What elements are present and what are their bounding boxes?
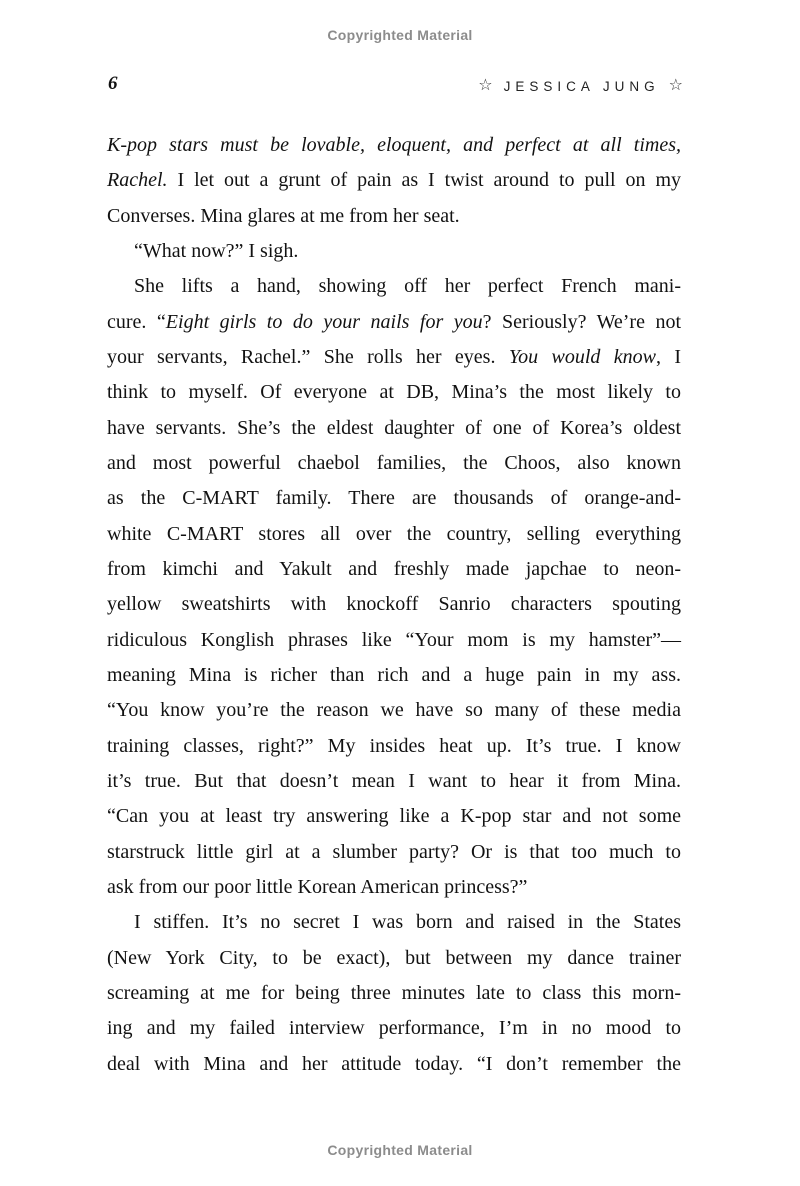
copyright-notice-bottom: Copyrighted Material bbox=[327, 1142, 473, 1158]
text-segment: “What now?” I sigh. bbox=[134, 239, 299, 262]
text-segment: think to myself. Of everyone at DB, Mina’s the most likely to bbox=[107, 381, 681, 404]
text-line bbox=[107, 517, 681, 552]
text-line bbox=[107, 587, 681, 622]
text-segment: deal with Mina and her attitude today. “I don’t remember the bbox=[107, 1052, 681, 1075]
text-segment: I let out a grunt of pain as I twist around to pull on my bbox=[167, 169, 681, 192]
text-line bbox=[107, 729, 681, 764]
italic-text-segment: You would know bbox=[508, 345, 656, 368]
text-segment: training classes, right?” My insides heat up. It’s true. I know bbox=[107, 734, 681, 757]
text-line bbox=[107, 905, 681, 940]
page-number: 6 bbox=[108, 73, 118, 94]
text-line bbox=[107, 623, 681, 658]
text-block bbox=[107, 128, 681, 1082]
text-line bbox=[107, 1047, 681, 1082]
text-segment: ask from our poor little Korean American princess?” bbox=[107, 875, 528, 898]
text-line bbox=[107, 234, 681, 269]
text-segment: from kimchi and Yakult and freshly made japchae to neon- bbox=[107, 557, 681, 580]
text-line bbox=[107, 835, 681, 870]
text-segment: (New York City, to be exact), but between my dance trainer bbox=[107, 946, 681, 969]
star-icon: ☆ bbox=[478, 77, 493, 94]
text-line bbox=[107, 764, 681, 799]
text-segment: have servants. She’s the eldest daughter of one of Korea’s oldest bbox=[107, 416, 681, 439]
text-line bbox=[107, 411, 681, 446]
text-segment: ing and my failed interview performance, I’m in no mood to bbox=[107, 1017, 681, 1040]
text-segment: and most powerful chaebol families, the Choos, also known bbox=[107, 451, 681, 474]
copyright-notice-top: Copyrighted Material bbox=[327, 27, 473, 43]
italic-text-segment: Rachel. bbox=[107, 169, 168, 192]
text-segment: ridiculous Konglish phrases like “Your mom is my hamster”— bbox=[107, 628, 681, 651]
text-segment: your servants, Rachel.” She rolls her eyes. bbox=[107, 345, 509, 368]
text-line bbox=[107, 941, 681, 976]
text-segment: white C-MART stores all over the country, selling everything bbox=[107, 522, 681, 545]
running-header bbox=[478, 76, 683, 96]
text-segment: starstruck little girl at a slumber party? Or is that too much to bbox=[107, 840, 681, 863]
text-line bbox=[107, 481, 681, 516]
italic-text-segment: Eight girls to do your nails for you bbox=[165, 310, 483, 333]
text-line bbox=[107, 552, 681, 587]
text-line bbox=[107, 870, 681, 905]
text-line bbox=[107, 446, 681, 481]
text-segment: “You know you’re the reason we have so many of these media bbox=[107, 699, 681, 722]
text-segment: cure. “ bbox=[107, 310, 166, 333]
text-line bbox=[107, 799, 681, 834]
text-segment: Converses. Mina glares at me from her seat. bbox=[107, 204, 460, 227]
star-icon: ☆ bbox=[668, 77, 683, 94]
text-line bbox=[107, 340, 681, 375]
text-segment: it’s true. But that doesn’t mean I want to hear it from Mina. bbox=[107, 769, 681, 792]
text-line bbox=[107, 269, 681, 304]
text-line bbox=[107, 305, 681, 340]
text-segment: meaning Mina is richer than rich and a huge pain in my ass. bbox=[107, 663, 681, 686]
text-line bbox=[107, 128, 681, 163]
text-line bbox=[107, 976, 681, 1011]
text-segment: She lifts a hand, showing off her perfect French mani- bbox=[134, 275, 681, 298]
text-line bbox=[107, 658, 681, 693]
text-segment: as the C-MART family. There are thousands of orange-and- bbox=[107, 487, 681, 510]
running-header-title: JESSICA JUNG bbox=[503, 78, 660, 94]
text-line bbox=[107, 199, 681, 234]
text-line bbox=[107, 163, 681, 198]
text-segment: I stiffen. It’s no secret I was born and raised in the States bbox=[134, 911, 681, 934]
text-line bbox=[107, 375, 681, 410]
italic-text-segment: K-pop stars must be lovable, eloquent, and perfect at all times, bbox=[107, 134, 681, 156]
text-segment: “Can you at least try answering like a K-pop star and not some bbox=[107, 805, 681, 828]
text-line bbox=[107, 693, 681, 728]
text-segment: yellow sweatshirts with knockoff Sanrio characters spouting bbox=[107, 593, 681, 616]
text-segment: screaming at me for being three minutes late to class this morn- bbox=[107, 981, 681, 1004]
text-segment: ? Seriously? We’re not bbox=[482, 310, 681, 333]
text-segment: , I bbox=[655, 345, 681, 368]
text-line bbox=[107, 1011, 681, 1046]
